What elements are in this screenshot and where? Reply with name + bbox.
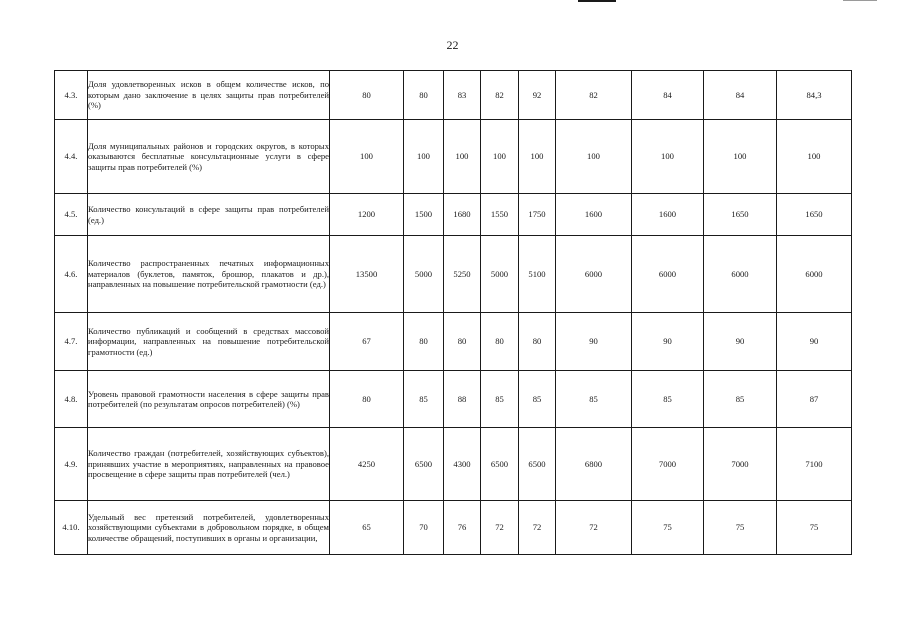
value-cell: 5100	[519, 236, 556, 313]
row-number-cell: 4.10.	[55, 501, 88, 555]
value-cell: 72	[519, 501, 556, 555]
indicator-name-cell: Количество граждан (потребителей, хозяйствующих субъектов), принявших участие в мероприятиях, направленных на правовое просвещение в сфере защиты прав потребителей (чел.)	[88, 428, 330, 501]
table-body	[55, 71, 852, 555]
value-cell: 80	[404, 71, 444, 120]
value-cell: 1550	[481, 194, 519, 236]
value-cell: 90	[777, 313, 852, 371]
table-row	[55, 71, 852, 120]
value-cell: 90	[556, 313, 632, 371]
value-cell: 6000	[556, 236, 632, 313]
value-cell: 4250	[330, 428, 404, 501]
row-number-cell: 4.5.	[55, 194, 88, 236]
scan-artifact-line	[843, 0, 877, 1]
value-cell: 75	[632, 501, 704, 555]
value-cell: 72	[481, 501, 519, 555]
value-cell: 80	[481, 313, 519, 371]
indicator-name-cell: Доля удовлетворенных исков в общем количестве исков, по которым дано заключение в целях защиты прав потребителей (%)	[88, 71, 330, 120]
value-cell: 85	[481, 371, 519, 428]
value-cell: 100	[632, 120, 704, 194]
value-cell: 6000	[704, 236, 777, 313]
value-cell: 85	[704, 371, 777, 428]
indicator-name-cell: Количество консультаций в сфере защиты прав потребителей (ед.)	[88, 194, 330, 236]
value-cell: 1650	[777, 194, 852, 236]
value-cell: 67	[330, 313, 404, 371]
value-cell: 85	[632, 371, 704, 428]
value-cell: 6800	[556, 428, 632, 501]
value-cell: 100	[704, 120, 777, 194]
value-cell: 6500	[404, 428, 444, 501]
value-cell: 80	[444, 313, 481, 371]
value-cell: 75	[777, 501, 852, 555]
value-cell: 85	[519, 371, 556, 428]
value-cell: 6000	[777, 236, 852, 313]
value-cell: 88	[444, 371, 481, 428]
value-cell: 80	[330, 71, 404, 120]
value-cell: 92	[519, 71, 556, 120]
row-number-cell: 4.7.	[55, 313, 88, 371]
value-cell: 84	[632, 71, 704, 120]
value-cell: 76	[444, 501, 481, 555]
value-cell: 7100	[777, 428, 852, 501]
value-cell: 100	[777, 120, 852, 194]
value-cell: 7000	[632, 428, 704, 501]
value-cell: 80	[519, 313, 556, 371]
indicators-table	[54, 70, 852, 555]
value-cell: 4300	[444, 428, 481, 501]
value-cell: 84	[704, 71, 777, 120]
value-cell: 100	[556, 120, 632, 194]
value-cell: 5250	[444, 236, 481, 313]
value-cell: 6500	[519, 428, 556, 501]
value-cell: 1600	[556, 194, 632, 236]
value-cell: 87	[777, 371, 852, 428]
value-cell: 100	[330, 120, 404, 194]
table-row	[55, 120, 852, 194]
value-cell: 1750	[519, 194, 556, 236]
value-cell: 7000	[704, 428, 777, 501]
value-cell: 6000	[632, 236, 704, 313]
value-cell: 80	[404, 313, 444, 371]
row-number-cell: 4.6.	[55, 236, 88, 313]
row-number-cell: 4.8.	[55, 371, 88, 428]
value-cell: 80	[330, 371, 404, 428]
value-cell: 1650	[704, 194, 777, 236]
value-cell: 85	[556, 371, 632, 428]
table-row	[55, 313, 852, 371]
value-cell: 1200	[330, 194, 404, 236]
value-cell: 82	[481, 71, 519, 120]
table-row	[55, 194, 852, 236]
indicator-name-cell: Уровень правовой грамотности населения в сфере защиты прав потребителей (по результатам опросов потребителей) (%)	[88, 371, 330, 428]
value-cell: 85	[404, 371, 444, 428]
indicator-name-cell: Доля муниципальных районов и городских округов, в которых оказываются бесплатные консультационные услуги в сфере защиты прав потребителей (%)	[88, 120, 330, 194]
value-cell: 6500	[481, 428, 519, 501]
value-cell: 100	[519, 120, 556, 194]
scan-artifact-line	[578, 0, 616, 2]
row-number-cell: 4.4.	[55, 120, 88, 194]
value-cell: 1600	[632, 194, 704, 236]
value-cell: 90	[632, 313, 704, 371]
value-cell: 65	[330, 501, 404, 555]
value-cell: 100	[404, 120, 444, 194]
value-cell: 90	[704, 313, 777, 371]
value-cell: 5000	[481, 236, 519, 313]
indicator-name-cell: Количество публикаций и сообщений в средствах массовой информации, направленных на повышение потребительской грамотности (ед.)	[88, 313, 330, 371]
table-row	[55, 371, 852, 428]
value-cell: 82	[556, 71, 632, 120]
value-cell: 100	[481, 120, 519, 194]
value-cell: 1500	[404, 194, 444, 236]
table-row	[55, 428, 852, 501]
value-cell: 5000	[404, 236, 444, 313]
row-number-cell: 4.3.	[55, 71, 88, 120]
value-cell: 13500	[330, 236, 404, 313]
value-cell: 70	[404, 501, 444, 555]
value-cell: 83	[444, 71, 481, 120]
value-cell: 75	[704, 501, 777, 555]
value-cell: 1680	[444, 194, 481, 236]
value-cell: 72	[556, 501, 632, 555]
table-row	[55, 236, 852, 313]
value-cell: 84,3	[777, 71, 852, 120]
row-number-cell: 4.9.	[55, 428, 88, 501]
value-cell: 100	[444, 120, 481, 194]
page-number: 22	[446, 38, 459, 52]
indicator-name-cell: Удельный вес претензий потребителей, удовлетворенных хозяйствующими субъектами в добровольном порядке, в общем количестве обращений, поступивших в органы и организации,	[88, 501, 330, 555]
indicator-name-cell: Количество распространенных печатных информационных материалов (буклетов, памяток, брошюр, плакатов и др.), направленных на повышение потребительской грамотности (ед.)	[88, 236, 330, 313]
table-row	[55, 501, 852, 555]
